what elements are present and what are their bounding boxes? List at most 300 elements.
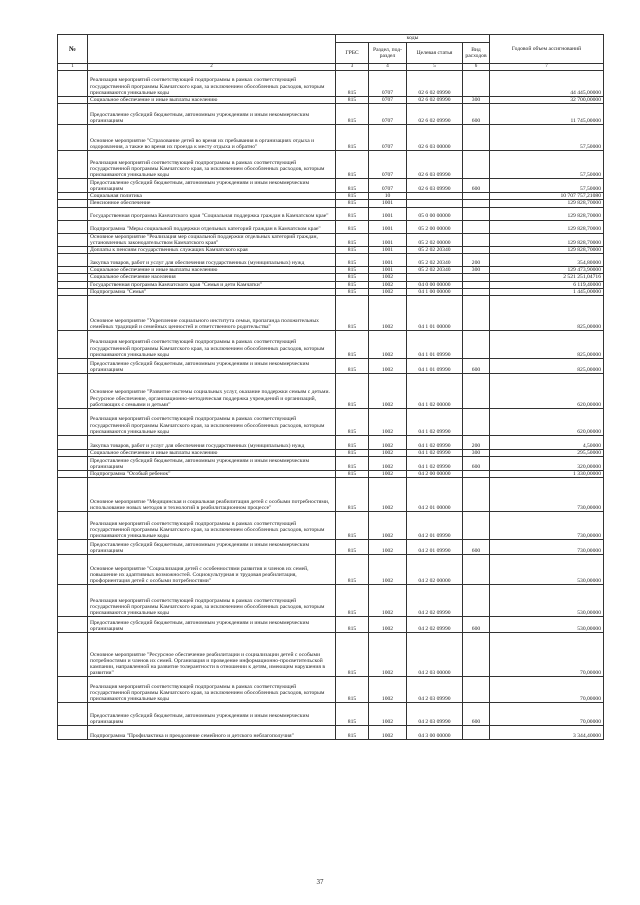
cell-target: 04 1 02 09990: [407, 450, 463, 457]
column-index-row: [58, 64, 604, 71]
cell-target: 04 1 01 09990: [407, 359, 463, 374]
codes-header: коды: [336, 35, 490, 43]
cell-grbs: 815: [336, 585, 369, 617]
cell-amount: 129 473,90000: [490, 267, 604, 274]
cell-target: 04 2 00 00000: [407, 471, 463, 478]
cell-grbs: 815: [336, 512, 369, 540]
cell-kind: [463, 478, 490, 512]
cell-number: [58, 233, 88, 246]
cell-amount: 129 828,70000: [490, 247, 604, 254]
cell-amount: 6 119,40000: [490, 281, 604, 288]
cell-section: 1002: [369, 540, 407, 555]
cell-grbs: 815: [336, 471, 369, 478]
cell-kind: [463, 296, 490, 331]
cell-target: 05 2 02 00000: [407, 233, 463, 246]
cell-kind: [463, 677, 490, 703]
cell-number: [58, 207, 88, 220]
cell-section: 0707: [369, 71, 407, 97]
cell-target: 02 6 03 09990: [407, 151, 463, 179]
cell-amount: 57,50000: [490, 151, 604, 179]
cell-target: 04 2 01 09990: [407, 512, 463, 540]
cell-section: 1002: [369, 617, 407, 633]
cell-grbs: 815: [336, 436, 369, 450]
cell-grbs: 815: [336, 409, 369, 436]
cell-amount: 620,00000: [490, 374, 604, 409]
cell-name: Предоставление субсидий бюджетным, автономным учреждениям и иным некоммерческим организациям: [88, 179, 336, 193]
table-row: [58, 151, 604, 179]
col-amount-header: Годовой объем ассигнований: [490, 35, 604, 64]
cell-grbs: 815: [336, 457, 369, 471]
cell-number: [58, 97, 88, 104]
table-body: [58, 71, 604, 740]
cell-name: Подпрограмма "Семья": [88, 288, 336, 295]
cell-target: 04 1 00 00000: [407, 288, 463, 295]
cell-amount: 10 707 757,21080: [490, 193, 604, 200]
table-row: [58, 125, 604, 151]
cell-section: 1002: [369, 274, 407, 281]
cell-section: 1002: [369, 296, 407, 331]
cell-amount: 129 828,70000: [490, 233, 604, 246]
cell-amount: 825,00000: [490, 331, 604, 359]
cell-name: Социальное обеспечение и иные выплаты населению: [88, 267, 336, 274]
cell-amount: 57,50000: [490, 125, 604, 151]
cell-target: [407, 200, 463, 207]
cell-section: 0707: [369, 151, 407, 179]
table-row: [58, 374, 604, 409]
cell-number: [58, 254, 88, 267]
table-row: [58, 71, 604, 97]
cell-section: 1002: [369, 331, 407, 359]
cell-target: 04 1 02 00000: [407, 374, 463, 409]
cell-target: 04 2 02 09990: [407, 617, 463, 633]
cell-name: Основное мероприятие "Развитие системы социальных услуг, оказание поддержки семьям с детьми. Ресурсное обеспечение, организационно-методическая поддержка учреждений и организаций, работающих с семьями и детьми": [88, 374, 336, 409]
table-row: [58, 359, 604, 374]
cell-number: [58, 281, 88, 288]
cell-kind: [463, 512, 490, 540]
table-row: [58, 267, 604, 274]
cell-section: 1001: [369, 254, 407, 267]
cell-number: [58, 331, 88, 359]
cell-number: [58, 450, 88, 457]
cell-section: 1001: [369, 207, 407, 220]
cell-kind: [463, 247, 490, 254]
cell-name: Социальное обеспечение и иные выплаты населению: [88, 97, 336, 104]
budget-sheet: [57, 34, 603, 740]
cell-target: 05 2 02 20340: [407, 267, 463, 274]
cell-number: [58, 125, 88, 151]
cell-amount: 530,00000: [490, 585, 604, 617]
cell-target: 02 6 02 09990: [407, 71, 463, 97]
cell-kind: [463, 125, 490, 151]
cell-target: 04 2 03 00000: [407, 633, 463, 677]
cell-amount: 70,00000: [490, 633, 604, 677]
cell-name: Основное мероприятие "Ресурсное обеспечение реабилитации и социализации детей с особыми потребностями и членов их семей. Организация и проведение информационно-просветительской кампании, направленной на развитие толерантности в отношении к детям, имеющим нарушения в развитии": [88, 633, 336, 677]
cell-name: Подпрограмма "Особый ребенок": [88, 471, 336, 478]
cell-kind: [463, 555, 490, 585]
cell-kind: [463, 331, 490, 359]
cell-amount: 70,00000: [490, 677, 604, 703]
column-index: 3: [336, 64, 369, 71]
cell-section: 1002: [369, 677, 407, 703]
cell-number: [58, 220, 88, 233]
cell-target: 04 2 02 00000: [407, 555, 463, 585]
table-row: [58, 409, 604, 436]
table-row: [58, 436, 604, 450]
cell-amount: 4,50000: [490, 436, 604, 450]
cell-section: 1002: [369, 585, 407, 617]
cell-section: 1001: [369, 267, 407, 274]
cell-section: 1002: [369, 478, 407, 512]
cell-grbs: 815: [336, 104, 369, 125]
cell-grbs: 815: [336, 267, 369, 274]
table-row: [58, 331, 604, 359]
col-target-header: Целевая статья: [407, 43, 463, 64]
table-row: [58, 296, 604, 331]
cell-kind: 600: [463, 457, 490, 471]
cell-kind: 600: [463, 540, 490, 555]
cell-number: [58, 457, 88, 471]
column-index: 2: [88, 64, 336, 71]
table-row: [58, 97, 604, 104]
cell-grbs: 815: [336, 555, 369, 585]
cell-name: Предоставление субсидий бюджетным, автономным учреждениям и иным некоммерческим организациям: [88, 617, 336, 633]
cell-grbs: 815: [336, 97, 369, 104]
cell-amount: 32 700,00000: [490, 97, 604, 104]
cell-section: 1001: [369, 220, 407, 233]
cell-amount: 57,50000: [490, 179, 604, 193]
cell-amount: 11 745,00000: [490, 104, 604, 125]
cell-amount: 530,00000: [490, 555, 604, 585]
cell-name: Основное мероприятие "Страхование детей во время их пребывания в организациях отдыха и оздоровления, а также во время их проезда к месту отдыха и обратно": [88, 125, 336, 151]
table-row: [58, 540, 604, 555]
table-row: [58, 677, 604, 703]
cell-number: [58, 585, 88, 617]
table-row: [58, 585, 604, 617]
cell-grbs: 815: [336, 296, 369, 331]
cell-number: [58, 104, 88, 125]
column-index: 7: [490, 64, 604, 71]
cell-kind: [463, 409, 490, 436]
col-grbs-header: ГРБС: [336, 43, 369, 64]
cell-number: [58, 71, 88, 97]
table-row: [58, 512, 604, 540]
cell-grbs: 815: [336, 200, 369, 207]
cell-kind: 600: [463, 703, 490, 726]
cell-name: Основное мероприятие "Социализация детей с особенностями развития и членов их семей, повышение их адаптивных возможностей. Социокультурная и трудовая реабилитация, профориентация детей с особыми потребностями": [88, 555, 336, 585]
cell-name: Закупка товаров, работ и услуг для обеспечения государственных (муниципальных) нужд: [88, 254, 336, 267]
cell-kind: 300: [463, 267, 490, 274]
table-row: [58, 703, 604, 726]
cell-grbs: 815: [336, 726, 369, 740]
budget-table: [57, 34, 604, 740]
cell-kind: [463, 220, 490, 233]
table-row: [58, 281, 604, 288]
cell-grbs: 815: [336, 220, 369, 233]
cell-section: 1002: [369, 281, 407, 288]
cell-number: [58, 359, 88, 374]
cell-name: Государственная программа Камчатского края "Социальная поддержка граждан в Камчатском крае": [88, 207, 336, 220]
cell-number: [58, 151, 88, 179]
cell-target: 04 1 02 09990: [407, 436, 463, 450]
cell-amount: 320,00000: [490, 457, 604, 471]
cell-number: [58, 409, 88, 436]
cell-grbs: 815: [336, 247, 369, 254]
cell-section: 0707: [369, 179, 407, 193]
cell-amount: 1 330,00000: [490, 471, 604, 478]
col-section-header: Раздел, под-раздел: [369, 43, 407, 64]
cell-number: [58, 267, 88, 274]
table-header: [58, 35, 604, 71]
cell-target: 04 1 02 09990: [407, 409, 463, 436]
cell-grbs: 815: [336, 450, 369, 457]
cell-kind: [463, 374, 490, 409]
col-kind-header: Вид расходов: [463, 43, 490, 64]
cell-name: Социальное обеспечение населения: [88, 274, 336, 281]
column-index: 1: [58, 64, 88, 71]
cell-number: [58, 193, 88, 200]
cell-amount: 825,00000: [490, 296, 604, 331]
table-row: [58, 220, 604, 233]
cell-kind: 300: [463, 97, 490, 104]
cell-name: Доплаты к пенсиям государственных служащих Камчатского края: [88, 247, 336, 254]
cell-section: 1001: [369, 233, 407, 246]
cell-kind: [463, 585, 490, 617]
cell-kind: 200: [463, 254, 490, 267]
cell-amount: 129 828,70000: [490, 200, 604, 207]
cell-kind: [463, 193, 490, 200]
cell-kind: [463, 471, 490, 478]
cell-section: 1002: [369, 512, 407, 540]
cell-amount: 530,00000: [490, 617, 604, 633]
cell-name: Реализация мероприятий соответствующей подпрограммы в рамках соответствующей государственной программы Камчатского края, за исключением обособленных расходов, которым присваиваются уникальные коды: [88, 71, 336, 97]
table-row: [58, 274, 604, 281]
cell-kind: [463, 200, 490, 207]
cell-target: 04 2 03 09990: [407, 703, 463, 726]
cell-grbs: 815: [336, 274, 369, 281]
cell-section: 1002: [369, 374, 407, 409]
cell-target: 02 6 03 09990: [407, 179, 463, 193]
table-row: [58, 633, 604, 677]
table-row: [58, 233, 604, 246]
cell-grbs: 815: [336, 633, 369, 677]
col-name-header: [88, 35, 336, 64]
cell-name: Предоставление субсидий бюджетным, автономным учреждениям и иным некоммерческим организациям: [88, 540, 336, 555]
cell-kind: [463, 71, 490, 97]
cell-section: 1002: [369, 436, 407, 450]
cell-number: [58, 726, 88, 740]
cell-number: [58, 540, 88, 555]
cell-section: 0707: [369, 104, 407, 125]
cell-section: 1002: [369, 471, 407, 478]
cell-grbs: 815: [336, 359, 369, 374]
cell-kind: [463, 233, 490, 246]
cell-kind: 600: [463, 104, 490, 125]
cell-amount: 730,00000: [490, 540, 604, 555]
cell-name: Пенсионное обеспечение: [88, 200, 336, 207]
table-row: [58, 179, 604, 193]
column-index: 5: [407, 64, 463, 71]
cell-kind: [463, 288, 490, 295]
cell-number: [58, 512, 88, 540]
cell-name: Реализация мероприятий соответствующей подпрограммы в рамках соответствующей государственной программы Камчатского края, за исключением обособленных расходов, которым присваиваются уникальные коды: [88, 409, 336, 436]
cell-grbs: 815: [336, 151, 369, 179]
table-row: [58, 200, 604, 207]
cell-target: 05 2 00 00000: [407, 220, 463, 233]
cell-name: Реализация мероприятий соответствующей подпрограммы в рамках соответствующей государственной программы Камчатского края, за исключением обособленных расходов, которым присваиваются уникальные коды: [88, 512, 336, 540]
cell-grbs: 815: [336, 193, 369, 200]
cell-name: Предоставление субсидий бюджетным, автономным учреждениям и иным некоммерческим организациям: [88, 457, 336, 471]
cell-number: [58, 633, 88, 677]
cell-kind: 300: [463, 450, 490, 457]
cell-section: 10: [369, 193, 407, 200]
cell-grbs: 815: [336, 331, 369, 359]
cell-grbs: 815: [336, 207, 369, 220]
cell-name: Подпрограмма "Меры социальной поддержки отдельных категорий граждан в Камчатском крае": [88, 220, 336, 233]
cell-name: Основное мероприятие "Реализация мер социальной поддержки отдельных категорий граждан, установленных законодательством Камчатского края": [88, 233, 336, 246]
cell-amount: 825,00000: [490, 359, 604, 374]
cell-target: 04 3 00 00000: [407, 726, 463, 740]
cell-name: Основное мероприятие "Укрепление социального института семьи, пропаганда положительных семейных традиций и семейных ценностей и ответственного родительства": [88, 296, 336, 331]
cell-number: [58, 617, 88, 633]
cell-amount: 3 344,40000: [490, 726, 604, 740]
cell-name: Предоставление субсидий бюджетным, автономным учреждениям и иным некоммерческим организациям: [88, 104, 336, 125]
cell-name: Государственная программа Камчатского края "Семья и дети Камчатки": [88, 281, 336, 288]
cell-target: 05 2 02 20340: [407, 254, 463, 267]
cell-amount: 2 521 251,04716: [490, 274, 604, 281]
cell-amount: 70,00000: [490, 703, 604, 726]
cell-target: 04 1 01 00000: [407, 296, 463, 331]
cell-amount: 295,50000: [490, 450, 604, 457]
cell-grbs: 815: [336, 254, 369, 267]
cell-target: 02 6 02 09990: [407, 104, 463, 125]
table-row: [58, 254, 604, 267]
cell-name: Предоставление субсидий бюджетным, автономным учреждениям и иным некоммерческим организациям: [88, 359, 336, 374]
cell-kind: 600: [463, 359, 490, 374]
table-row: [58, 457, 604, 471]
cell-section: 1002: [369, 555, 407, 585]
cell-number: [58, 374, 88, 409]
cell-amount: 730,00000: [490, 512, 604, 540]
cell-section: 1002: [369, 359, 407, 374]
cell-amount: 730,00000: [490, 478, 604, 512]
cell-grbs: 815: [336, 703, 369, 726]
cell-kind: [463, 151, 490, 179]
table-row: [58, 478, 604, 512]
cell-grbs: 815: [336, 179, 369, 193]
table-row: [58, 555, 604, 585]
cell-amount: 620,00000: [490, 409, 604, 436]
cell-target: 02 6 02 09990: [407, 97, 463, 104]
cell-section: 1002: [369, 288, 407, 295]
cell-kind: 600: [463, 617, 490, 633]
cell-section: 1002: [369, 409, 407, 436]
cell-section: 1002: [369, 726, 407, 740]
cell-target: 04 2 02 09990: [407, 585, 463, 617]
cell-target: 02 6 03 00000: [407, 125, 463, 151]
cell-number: [58, 179, 88, 193]
cell-section: 1001: [369, 247, 407, 254]
table-row: [58, 247, 604, 254]
column-index: 4: [369, 64, 407, 71]
table-row: [58, 207, 604, 220]
cell-amount: 129 828,70000: [490, 207, 604, 220]
cell-target: 04 2 01 09990: [407, 540, 463, 555]
cell-grbs: 815: [336, 281, 369, 288]
cell-kind: 200: [463, 436, 490, 450]
cell-number: [58, 478, 88, 512]
cell-name: Социальная политика: [88, 193, 336, 200]
table-row: [58, 726, 604, 740]
cell-grbs: 815: [336, 617, 369, 633]
cell-name: Реализация мероприятий соответствующей подпрограммы в рамках соответствующей государственной программы Камчатского края, за исключением обособленных расходов, которым присваиваются уникальные коды: [88, 677, 336, 703]
cell-name: Реализация мероприятий соответствующей подпрограммы в рамках соответствующей государственной программы Камчатского края, за исключением обособленных расходов, которым присваиваются уникальные коды: [88, 151, 336, 179]
table-row: [58, 617, 604, 633]
cell-name: Основное мероприятие "Медицинская и социальная реабилитация детей с особыми потребностями, использование новых методов и технологий в реабилитационном процессе": [88, 478, 336, 512]
cell-kind: [463, 281, 490, 288]
cell-section: 1001: [369, 200, 407, 207]
cell-kind: 600: [463, 179, 490, 193]
cell-name: Реализация мероприятий соответствующей подпрограммы в рамках соответствующей государственной программы Камчатского края, за исключением обособленных расходов, которым присваиваются уникальные коды: [88, 585, 336, 617]
cell-target: 05 2 02 20340: [407, 247, 463, 254]
cell-kind: [463, 633, 490, 677]
cell-amount: 44 445,00000: [490, 71, 604, 97]
cell-name: Подпрограмма "Профилактика и преодоление семейного и детского неблагополучия": [88, 726, 336, 740]
cell-grbs: 815: [336, 71, 369, 97]
cell-grbs: 815: [336, 478, 369, 512]
cell-target: 04 2 01 00000: [407, 478, 463, 512]
page-number: 37: [316, 878, 324, 886]
cell-name: Закупка товаров, работ и услуг для обеспечения государственных (муниципальных) нужд: [88, 436, 336, 450]
cell-number: [58, 247, 88, 254]
cell-grbs: 815: [336, 374, 369, 409]
cell-number: [58, 288, 88, 295]
cell-number: [58, 436, 88, 450]
cell-amount: 354,80000: [490, 254, 604, 267]
table-row: [58, 450, 604, 457]
cell-section: 1002: [369, 457, 407, 471]
cell-number: [58, 274, 88, 281]
cell-target: 04 1 01 09990: [407, 331, 463, 359]
cell-amount: 129 828,70000: [490, 220, 604, 233]
cell-target: 05 0 00 00000: [407, 207, 463, 220]
table-row: [58, 288, 604, 295]
cell-target: 04 1 02 09990: [407, 457, 463, 471]
cell-name: Социальное обеспечение и иные выплаты населению: [88, 450, 336, 457]
cell-grbs: 815: [336, 288, 369, 295]
cell-kind: [463, 726, 490, 740]
col-number-header: №: [58, 35, 88, 64]
cell-amount: 1 445,00000: [490, 288, 604, 295]
cell-target: 04 0 00 00000: [407, 281, 463, 288]
cell-kind: [463, 274, 490, 281]
cell-number: [58, 555, 88, 585]
table-row: [58, 193, 604, 200]
column-index: 6: [463, 64, 490, 71]
cell-section: 1002: [369, 703, 407, 726]
cell-number: [58, 677, 88, 703]
cell-name: Предоставление субсидий бюджетным, автономным учреждениям и иным некоммерческим организациям: [88, 703, 336, 726]
cell-name: Реализация мероприятий соответствующей подпрограммы в рамках соответствующей государственной программы Камчатского края, за исключением обособленных расходов, которым присваиваются уникальные коды: [88, 331, 336, 359]
cell-number: [58, 471, 88, 478]
table-row: [58, 471, 604, 478]
cell-section: 0707: [369, 125, 407, 151]
cell-target: 04 2 03 09990: [407, 677, 463, 703]
cell-section: 1002: [369, 633, 407, 677]
cell-number: [58, 296, 88, 331]
cell-section: 0707: [369, 97, 407, 104]
cell-grbs: 815: [336, 233, 369, 246]
cell-grbs: 815: [336, 677, 369, 703]
